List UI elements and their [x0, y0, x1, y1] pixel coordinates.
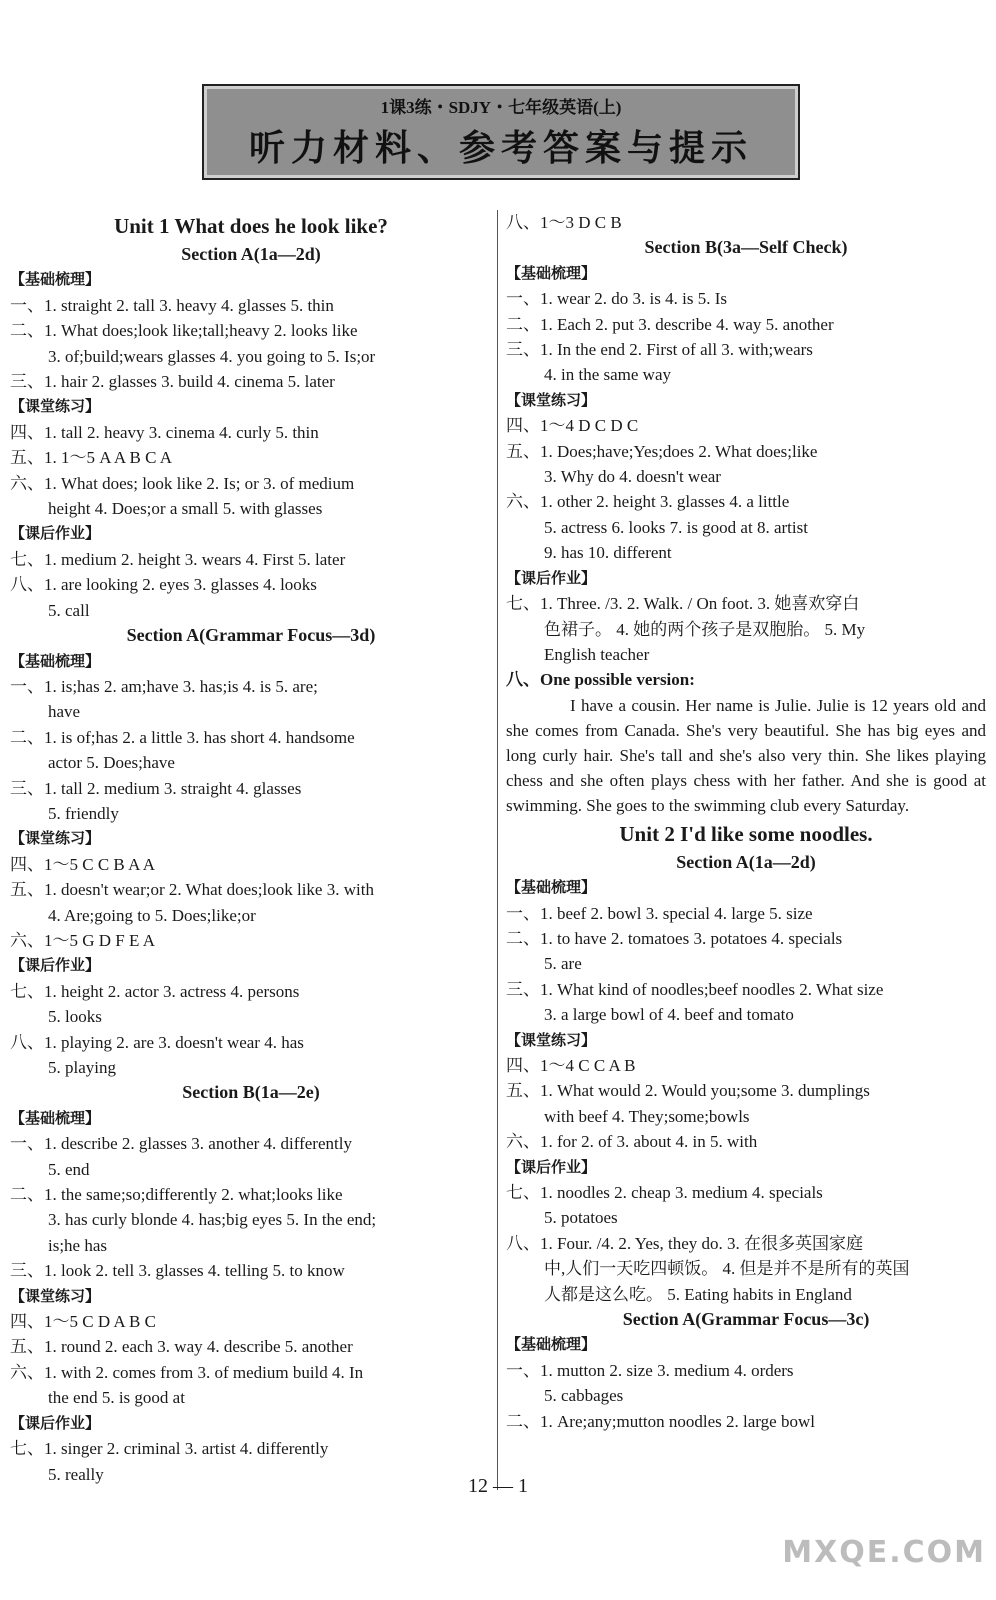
page-number: 12 — 1	[468, 1475, 528, 1497]
sample-essay: I have a cousin. Her name is Julie. Julie is 12 years old and she comes from Canada. She's very beautiful. She has big eyes and long curly hair. She's tall and she's also very thin. She likes playing chess and she often plays chess with her father. And she is good at swimming. She goes to the swimming club every Saturday.	[506, 695, 986, 815]
section-title: Section A(Grammar Focus—3c)	[622, 1309, 870, 1330]
answer-line: 八、1～3 D C B	[506, 213, 622, 232]
answer-line: 三、1. tall 2. medium 3. straight 4. glasses	[10, 778, 302, 798]
category-heading: 【基础梳理】	[10, 651, 101, 670]
answer-line-continued: 人都是这么吃。 5. Eating habits in England	[544, 1284, 852, 1304]
answer-line: 四、1～4 D C D C	[506, 416, 639, 436]
answer-line-continued: with beef 4. They;some;bowls	[544, 1106, 750, 1126]
answer-line: 六、1. with 2. comes from 3. of medium build 4. In	[10, 1362, 364, 1382]
header-title: 听力材料、参考答案与提示	[248, 128, 753, 169]
answer-line: 三、1. hair 2. glasses 3. build 4. cinema 5. later	[10, 372, 335, 392]
category-heading: 【课后作业】	[10, 524, 101, 543]
right-column	[506, 210, 986, 1434]
answer-line-continued: the end 5. is good at	[48, 1388, 185, 1408]
unit-title: Unit 2 I'd like some noodles.	[619, 821, 873, 846]
answer-line-continued: height 4. Does;or a small 5. with glasses	[48, 499, 323, 519]
answer-line: 四、1～4 C C A B	[506, 1055, 636, 1075]
answer-line: 五、1. round 2. each 3. way 4. describe 5. another	[10, 1337, 353, 1357]
answer-line: 八、1. are looking 2. eyes 3. glasses 4. looks	[10, 575, 317, 595]
category-heading: 【基础梳理】	[506, 878, 597, 897]
answer-line: 一、1. mutton 2. size 3. medium 4. orders	[506, 1360, 794, 1380]
answer-line: 五、1. doesn't wear;or 2. What does;look like 3. with	[10, 880, 374, 900]
answer-line: 四、1～5 C D A B C	[10, 1312, 156, 1332]
answer-line: 一、1. describe 2. glasses 3. another 4. differently	[10, 1134, 352, 1154]
section-title: Section A(Grammar Focus—3d)	[126, 625, 376, 646]
section-title: Section A(1a—2d)	[676, 851, 816, 872]
answer-line: 三、1. What kind of noodles;beef noodles 2. What size	[506, 979, 884, 999]
answer-line: 三、1. look 2. tell 3. glasses 4. telling 5. to know	[10, 1261, 345, 1281]
answer-line: 二、1. Each 2. put 3. describe 4. way 5. another	[506, 314, 834, 334]
category-heading: 【课堂练习】	[506, 390, 597, 409]
answer-line: 五、1. Does;have;Yes;does 2. What does;like	[506, 441, 818, 461]
category-heading: 【基础梳理】	[10, 1108, 101, 1127]
answer-line-continued: 5. call	[48, 600, 90, 620]
column-divider	[497, 210, 498, 1490]
left-column	[10, 210, 492, 1487]
watermark: MXQE.COM	[782, 1535, 986, 1570]
answer-line: 六、1. What does; look like 2. Is; or 3. of medium	[10, 473, 355, 493]
category-heading: 【课堂练习】	[10, 1286, 101, 1305]
category-heading: 【课后作业】	[10, 956, 101, 975]
answer-line: 四、1～5 C C B A A	[10, 854, 156, 874]
category-heading: 【基础梳理】	[10, 270, 101, 289]
answer-line: 二、1. What does;look like;tall;heavy 2. looks like	[10, 321, 358, 341]
section-title: Section B(1a—2e)	[182, 1082, 320, 1103]
answer-line-continued: 5. looks	[48, 1007, 102, 1027]
answer-line-continued: 5. playing	[48, 1058, 116, 1077]
answer-line: 七、1. singer 2. criminal 3. artist 4. differently	[10, 1439, 329, 1459]
answer-line: 二、1. to have 2. tomatoes 3. potatoes 4. specials	[506, 928, 843, 948]
answer-line-continued: 5. are	[544, 954, 582, 974]
answer-line: 一、1. straight 2. tall 3. heavy 4. glasses 5. thin	[10, 295, 334, 315]
answer-line-continued: is;he has	[48, 1235, 108, 1255]
answer-line-continued: English teacher	[544, 644, 650, 664]
answer-line-continued: 3. Why do 4. doesn't wear	[544, 467, 721, 487]
answer-line: 八、1. Four. /4. 2. Yes, they do. 3. 在很多英国家庭	[506, 1233, 864, 1253]
answer-line-continued: 5. end	[48, 1159, 90, 1179]
category-heading: 【课后作业】	[506, 1157, 597, 1176]
answer-line: 六、1. for 2. of 3. about 4. in 5. with	[506, 1132, 758, 1152]
answer-line-continued: 5. friendly	[48, 803, 119, 823]
answer-line-continued: actor 5. Does;have	[48, 753, 175, 773]
answer-line: 五、1. What would 2. Would you;some 3. dumplings	[506, 1081, 870, 1101]
answer-line-continued: have	[48, 702, 81, 722]
answer-line-continued: 4. in the same way	[544, 365, 671, 385]
answer-line: 七、1. Three. /3. 2. Walk. / On foot. 3. 她喜欢穿白	[506, 594, 860, 614]
answer-line: 六、1～5 G D F E A	[10, 930, 155, 950]
answer-line-continued: 3. has curly blonde 4. has;big eyes 5. In the end;	[48, 1210, 377, 1230]
header-subtitle: 1课3练・SDJY・七年级英语(上)	[380, 98, 622, 117]
answer-line-continued: 5. cabbages	[544, 1386, 624, 1406]
answer-line: 二、1. is of;has 2. a little 3. has short 4. handsome	[10, 727, 355, 747]
answer-line: 二、1. Are;any;mutton noodles 2. large bowl	[506, 1411, 815, 1431]
answer-line: 七、1. medium 2. height 3. wears 4. First 5. later	[10, 549, 346, 569]
answer-line: 六、1. other 2. height 3. glasses 4. a little	[506, 492, 790, 512]
answer-line: 三、1. In the end 2. First of all 3. with;wears	[506, 340, 813, 360]
category-heading: 【课堂练习】	[506, 1030, 597, 1049]
header-banner	[202, 84, 800, 180]
answer-line-continued: 中,人们一天吃四顿饭。 4. 但是并不是所有的英国	[544, 1259, 910, 1279]
answer-line: 七、1. noodles 2. cheap 3. medium 4. specials	[506, 1183, 823, 1202]
category-heading: 【课后作业】	[10, 1413, 101, 1432]
answer-line-continued: 4. Are;going to 5. Does;like;or	[48, 905, 256, 925]
answer-line-continued: 5. potatoes	[544, 1208, 618, 1228]
category-heading: 【课后作业】	[506, 568, 597, 587]
answer-line-continued: 5. actress 6. looks 7. is good at 8. artist	[544, 517, 808, 537]
answer-line-continued: 3. a large bowl of 4. beef and tomato	[544, 1005, 794, 1025]
answer-line: 一、1. beef 2. bowl 3. special 4. large 5. size	[506, 903, 813, 923]
section-title: Section A(1a—2d)	[181, 244, 321, 264]
answer-line-continued: 9. has 10. different	[544, 543, 672, 563]
category-heading: 【基础梳理】	[506, 263, 597, 282]
section-title: Section B(3a—Self Check)	[644, 237, 848, 258]
category-heading: 【课堂练习】	[10, 397, 101, 416]
answer-line: 一、1. wear 2. do 3. is 4. is 5. Is	[506, 289, 727, 309]
answer-line-continued: 5. really	[48, 1464, 104, 1484]
answer-line: 七、1. height 2. actor 3. actress 4. persons	[10, 981, 300, 1001]
unit-title: Unit 1 What does he look like?	[114, 214, 388, 238]
answer-line-continued: 3. of;build;wears glasses 4. you going to 5. Is;or	[48, 346, 376, 366]
answer-line: 八、One possible version:	[506, 670, 695, 690]
answer-line: 八、1. playing 2. are 3. doesn't wear 4. has	[10, 1032, 304, 1052]
answer-line: 四、1. tall 2. heavy 3. cinema 4. curly 5. thin	[10, 422, 319, 442]
category-heading: 【课堂练习】	[10, 829, 101, 848]
answer-line-continued: 色裙子。 4. 她的两个孩子是双胞胎。 5. My	[544, 619, 866, 639]
answer-line: 五、1. 1～5 A A B C A	[10, 448, 173, 468]
category-heading: 【基础梳理】	[506, 1335, 597, 1354]
answer-line: 一、1. is;has 2. am;have 3. has;is 4. is 5. are;	[10, 676, 318, 696]
answer-line: 二、1. the same;so;differently 2. what;looks like	[10, 1185, 343, 1205]
